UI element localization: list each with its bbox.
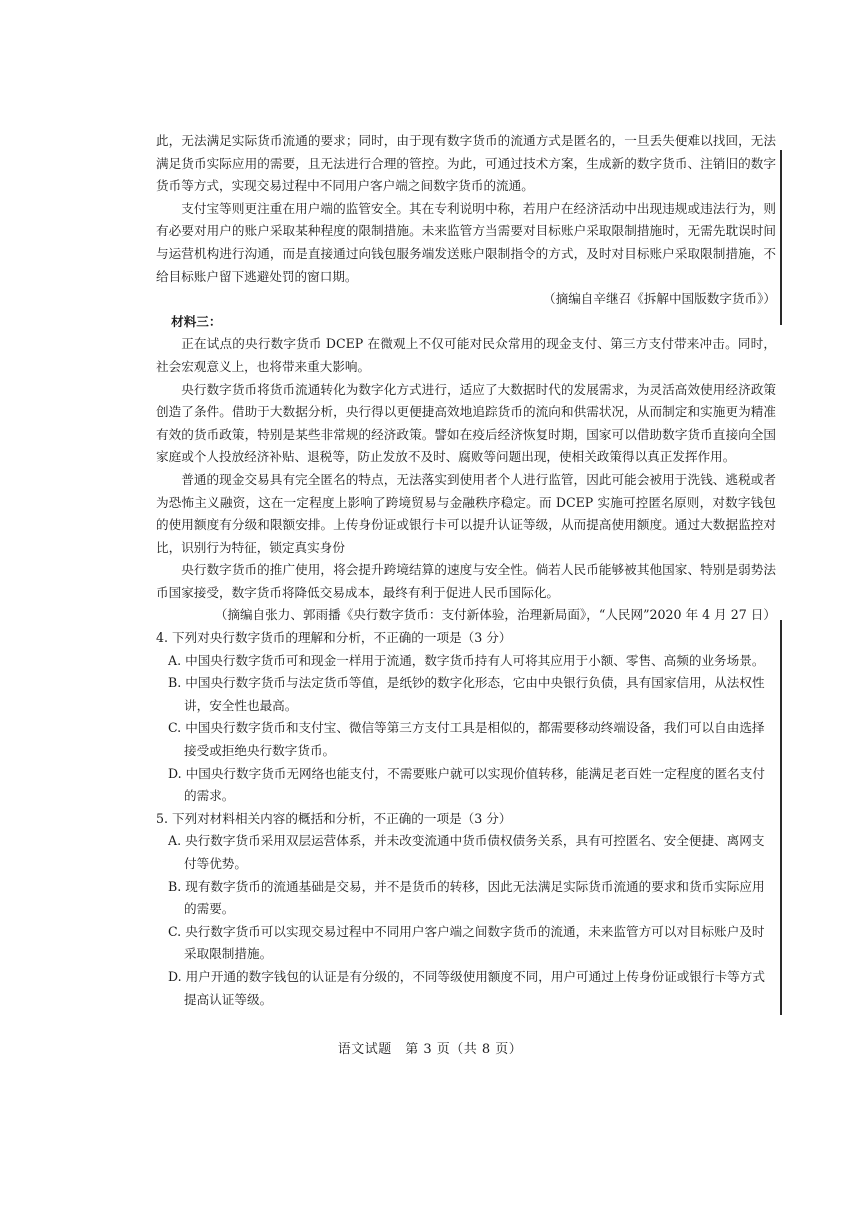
page-content [156,130,776,1011]
material3-paragraph-4: 央行数字货币的推广使用，将会提升跨境结算的速度与安全性。倘若人民币能够被其他国家、特别是弱势法币国家接受，数字货币将降低交易成本，最终有利于促进人民币国际化。 [156,562,776,600]
question-4-option-d: D. 中国央行数字货币无网络也能支付，不需要账户就可以实现价值转移，能满足老百姓一定程度的匿名支付的需求。 [168,765,765,804]
material2-paragraph-1: 此，无法满足实际货币流通的要求；同时，由于现有数字货币的流通方式是匿名的，一旦丢失便难以找回，无法满足货币实际应用的需要，且无法进行合理的管控。为此，可通过技术方案，生成新的数字货币、注销旧的数字货币等方式，实现交易过程中不同用户客户端之间数字货币的流通。 [156,133,776,194]
question-5-option-a: A. 央行数字货币采用双层运营体系，并未改变流通中货币债权债务关系，具有可控匿名、安全便捷、离网支付等优势。 [168,833,765,871]
question-4-option-c: C. 中国央行数字货币和支付宝、微信等第三方支付工具是相似的，都需要移动终端设备，我们可以自由选择接受或拒绝央行数字货币。 [168,720,765,759]
margin-rule-bottom [780,620,782,1015]
question-5-option-b: B. 现有数字货币的流通基础是交易，并不是货币的转移，因此无法满足实际货币流通的要求和货币实际应用的需要。 [168,878,765,917]
question-5-option-d: D. 用户开通的数字钱包的认证是有分级的，不同等级使用额度不同，用户可通过上传身份证或银行卡等方式提高认证等级。 [168,968,765,1007]
material3-paragraph-3: 普通的现金交易具有完全匿名的特点，无法落实到使用者个人进行监管，因此可能会被用于洗钱、逃税或者为恐怖主义融资，这在一定程度上影响了跨境贸易与金融秩序稳定。而 DCEP 实施可控匿名原则，对数字钱包的使用额度有分级和限额安排。上传身份证或银行卡可以提升认证等级，从而提高使用额度。通过大数据监控对比，识别行为特征，锁定真实身份 [156,471,776,555]
material2-source: （摘编自辛继召《拆解中国版数字货币》） [543,291,776,307]
question-4-option-b: B. 中国央行数字货币与法定货币等值，是纸钞的数字化形态，它由中央银行负债，具有国家信用，从法权性讲，安全性也最高。 [168,675,765,713]
margin-rule-top [780,150,782,325]
material3-paragraph-1: 正在试点的央行数字货币 DCEP 在微观上不仅可能对民众常用的现金支付、第三方支付带来冲击。同时，社会宏观意义上，也将带来重大影响。 [156,336,776,374]
material2-paragraph-2: 支付宝等则更注重在用户端的监管安全。其在专利说明中称，若用户在经济活动中出现违规或违法行为，则有必要对用户的账户采取某种程度的限制措施。未来监管方当需要对目标账户采取限制措施时，无需先耽误时间与运营机构进行沟通，而是直接通过向钱包服务端发送账户限制指令的方式，及时对目标账户采取限制措施，不给目标账户留下逃避处罚的窗口期。 [156,200,776,284]
question-4-option-a: A. 中国央行数字货币可和现金一样用于流通，数字货币持有人可将其应用于小额、零售、高频的业务场景。 [168,652,765,668]
material3-paragraph-2: 央行数字货币将货币流通转化为数字化方式进行，适应了大数据时代的发展需求，为灵活高效使用经济政策创造了条件。借助于大数据分析，央行得以更便捷高效地追踪货币的流向和供需状况，从而制定和实施更为精准有效的货币政策，特别是某些非常规的经济政策。譬如在疫后经济恢复时期，国家可以借助数字货币直接向全国家庭或个人投放经济补贴、退税等，防止发放不及时、腐败等问题出现，使相关政策得以真正发挥作用。 [156,381,776,465]
question-5-stem: 5. 下列对材料相关内容的概括和分析，不正确的一项是（3 分） [156,810,512,826]
question-5-option-c: C. 央行数字货币可以实现交易过程中不同用户客户端之间数字货币的流通，未来监管方可以对目标账户及时采取限制措施。 [168,923,765,962]
material3-source: （摘编自张力、郭雨播《央行数字货币：支付新体验，治理新局面》，“人民网”2020 年 4 月 27 日） [214,607,776,623]
material3-heading: 材料三： [171,313,222,329]
page-footer: 语文试题 第 3 页（共 8 页） [337,1042,523,1057]
question-4-stem: 4. 下列对央行数字货币的理解和分析，不正确的一项是（3 分） [156,630,512,646]
